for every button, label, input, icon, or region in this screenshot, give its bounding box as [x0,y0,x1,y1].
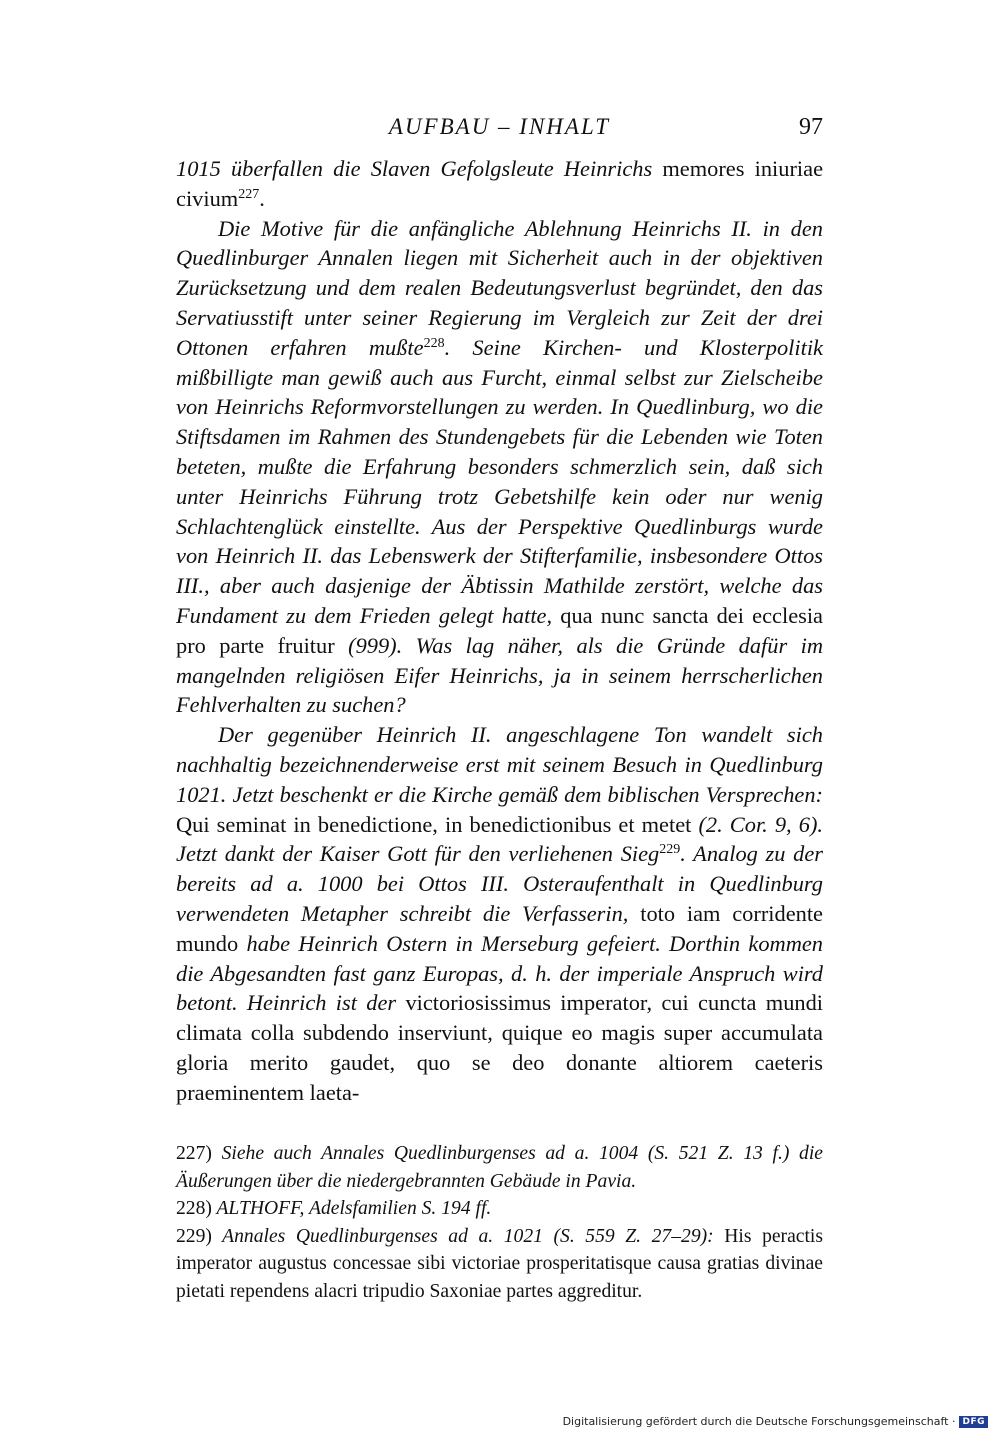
page-number: 97 [799,114,823,140]
latin-quote: qua nunc sancta dei ecclesia pro parte fruitur [176,602,823,658]
latin-quote: memores iniuriae civium [176,156,824,211]
footnote-text: Siehe auch Annales Quedlinburgenses ad a. 1004 (S. 521 Z. 13 f.) die Äußerungen über die niedergebrannten Gebäude in Pavia. [176,1143,823,1192]
footnotes [176,1140,823,1305]
text-span: 1015 überfallen die Slaven Gefolgsleute Heinrichs [176,156,653,181]
paragraph-1 [176,154,823,214]
paragraph-2 [176,214,823,721]
footnote-227 [176,1140,823,1195]
text-span: (2. Cor. 9, 6). Jetzt dankt der Kaiser Gott für den verliehenen Sieg [176,811,823,867]
footnote-text: Annales Quedlinburgenses ad a. 1021 (S. 559 Z. 27–29): [211,1225,714,1247]
text-span: . [259,185,265,211]
text-span: Der gegenüber Heinrich II. angeschlagene Ton wandelt sich nachhaltig bezeichnenderweise erst mit seinem Besuch in Quedlinburg 1021. Jetzt beschenkt er die Kirche gemäß dem biblischen Versprechen: [176,722,823,807]
footnote-229 [176,1223,823,1306]
footnote-number: 229) [176,1225,212,1247]
footnote-ref-228: 228 [423,335,445,351]
text-span: (999). Was lag näher, als die Gründe dafür im mangelnden religiösen Eifer Heinrichs, ja in seinem herrscherlichen Fehlverhalten zu suchen? [176,632,823,718]
digitization-footer [563,1415,988,1428]
text-span: . Analog zu der bereits ad a. 1000 bei Ottos III. Osteraufenthalt in Quedlinburg verwendeten Metapher schreibt die Verfasserin, [176,841,823,926]
running-head: AUFBAU – INHALT [388,114,611,139]
footnote-ref-229: 229 [659,842,681,858]
footnote-ref-227: 227 [238,186,260,202]
text-span: habe Heinrich Ostern in Merseburg gefeiert. Dorthin kommen die Abgesandten fast ganz Europas, d. h. der imperiale Anspruch wird betont. Heinrich ist der [176,930,823,1016]
text-span: . Seine Kirchen- und Klosterpolitik mißbilligte man gewiß auch aus Furcht, einmal selbst zur Zielscheibe von Heinrichs Reformvorstellungen zu werden. In Quedlinburg, wo die Stiftsdamen im Rahmen des Stundengebets für die Lebenden wie Toten beteten, mußte die Erfahrung besonders schmerzlich sein, daß sich unter Heinrichs Führung trotz Gebetshilfe kein oder nur wenig Schlachtenglück einstellte. Aus der Perspektive Quedlinburgs wurde von Heinrich II. das Lebenswerk der Stifterfamilie, insbesondere Ottos III., aber auch dasjenige der Äbtissin Mathilde zerstört, welche das Fundament zu dem Frieden gelegt hatte, [176,334,823,628]
latin-quote: victoriosissimus imperator, cui cuncta mundi climata colla subdendo inserviunt, quique eo magis super accumulata gloria merito gaudet, quo se deo donante altiorem caeteris praeminentem laeta- [176,990,824,1105]
footnote-text: ALTHOFF, Adelsfamilien S. 194 ff. [211,1198,492,1219]
dfg-logo-icon: DFG [959,1416,988,1428]
page-header [176,112,823,146]
footnote-number: 227) [176,1143,212,1164]
funding-credit: Digitalisierung gefördert durch die Deutsche Forschungsgemeinschaft · [562,1415,956,1428]
footnote-228 [176,1195,823,1223]
text-span: Die Motive für die anfängliche Ablehnung Heinrichs II. in den Quedlinburger Annalen liegen mit Sicherheit auch in der objektiven Zurücksetzung und dem realen Bedeutungsverlust begründet, den das Servatiusstift unter seiner Regierung im Vergleich zur Zeit der drei Ottonen erfahren mußte [176,215,823,360]
latin-quote: toto iam corridente mundo [176,900,823,956]
footnote-quote: His peractis imperator augustus concessae sibi victoriae prosperitatisque causa gratias divinae pietati rependens alacri tripudio Saxoniae partes aggreditur. [176,1225,823,1302]
paragraph-3 [176,720,823,1107]
footnote-number: 228) [176,1198,212,1219]
main-text [176,154,823,1108]
latin-quote: Qui seminat in benedictione, in benedictionibus et metet [176,811,699,837]
